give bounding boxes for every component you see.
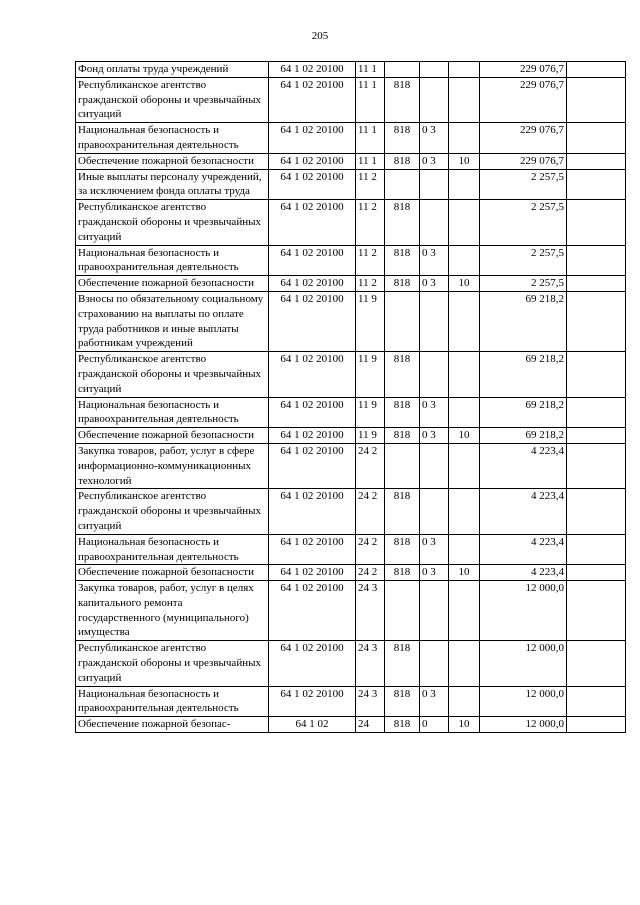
expense-type-cell: 11 9 (356, 291, 385, 351)
table-row (76, 276, 626, 292)
section-cell: 0 3 (420, 123, 449, 154)
table-row (76, 77, 626, 122)
section-cell: 0 3 (420, 397, 449, 428)
target-article-cell: 64 1 02 20100 (269, 200, 356, 245)
subsection-cell: 10 (449, 428, 480, 444)
ministry-code-cell (385, 169, 420, 200)
expense-name-cell: Закупка товаров, работ, услуг в целях капитального ремонта государственного (муниципального) имущества (76, 581, 269, 641)
section-cell: 0 3 (420, 245, 449, 276)
empty-cell (567, 397, 626, 428)
empty-cell (567, 153, 626, 169)
subsection-cell (449, 62, 480, 78)
ministry-code-cell: 818 (385, 717, 420, 733)
target-article-cell: 64 1 02 20100 (269, 153, 356, 169)
amount-cell: 69 218,2 (480, 397, 567, 428)
table-row (76, 397, 626, 428)
ministry-code-cell (385, 443, 420, 488)
ministry-code-cell: 818 (385, 534, 420, 565)
expense-type-cell: 24 2 (356, 534, 385, 565)
empty-cell (567, 443, 626, 488)
amount-cell: 229 076,7 (480, 77, 567, 122)
empty-cell (567, 489, 626, 534)
expense-name-cell: Закупка товаров, работ, услуг в сфере информационно-коммуникационных технологий (76, 443, 269, 488)
target-article-cell: 64 1 02 20100 (269, 245, 356, 276)
amount-cell: 12 000,0 (480, 717, 567, 733)
subsection-cell (449, 169, 480, 200)
empty-cell (567, 565, 626, 581)
expense-type-cell: 11 2 (356, 200, 385, 245)
target-article-cell: 64 1 02 20100 (269, 428, 356, 444)
amount-cell: 4 223,4 (480, 443, 567, 488)
expense-name-cell: Иные выплаты персоналу учреждений, за исключением фонда оплаты труда (76, 169, 269, 200)
expense-name-cell: Национальная безопасность и правоохранительная деятельность (76, 397, 269, 428)
ministry-code-cell (385, 62, 420, 78)
expense-name-cell: Национальная безопасность и правоохранительная деятельность (76, 245, 269, 276)
page-number: 205 (311, 30, 329, 42)
section-cell: 0 (420, 717, 449, 733)
expense-type-cell: 11 9 (356, 428, 385, 444)
expense-type-cell: 24 (356, 717, 385, 733)
section-cell (420, 489, 449, 534)
empty-cell (567, 291, 626, 351)
ministry-code-cell: 818 (385, 77, 420, 122)
section-cell (420, 291, 449, 351)
ministry-code-cell: 818 (385, 123, 420, 154)
expense-name-cell: Национальная безопасность и правоохранительная деятельность (76, 686, 269, 717)
amount-cell: 4 223,4 (480, 565, 567, 581)
expense-type-cell: 11 1 (356, 123, 385, 154)
section-cell (420, 581, 449, 641)
expense-type-cell: 11 9 (356, 352, 385, 397)
expense-name-cell: Обеспечение пожарной безопасности (76, 153, 269, 169)
target-article-cell: 64 1 02 20100 (269, 77, 356, 122)
expense-type-cell: 11 9 (356, 397, 385, 428)
expense-type-cell: 24 2 (356, 565, 385, 581)
section-cell (420, 169, 449, 200)
section-cell (420, 352, 449, 397)
table-row (76, 153, 626, 169)
empty-cell (567, 686, 626, 717)
empty-cell (567, 641, 626, 686)
empty-cell (567, 200, 626, 245)
subsection-cell (449, 443, 480, 488)
budget-table (75, 61, 626, 733)
subsection-cell (449, 581, 480, 641)
expense-type-cell: 24 2 (356, 489, 385, 534)
expense-name-cell: Взносы по обязательному социальному страхованию на выплаты по оплате труда работников и иные выплаты работникам учреждений (76, 291, 269, 351)
expense-name-cell: Национальная безопасность и правоохранительная деятельность (76, 534, 269, 565)
amount-cell: 4 223,4 (480, 534, 567, 565)
expense-name-cell: Фонд оплаты труда учреждений (76, 62, 269, 78)
amount-cell: 4 223,4 (480, 489, 567, 534)
section-cell (420, 641, 449, 686)
subsection-cell (449, 534, 480, 565)
amount-cell: 69 218,2 (480, 352, 567, 397)
empty-cell (567, 276, 626, 292)
expense-type-cell: 24 3 (356, 581, 385, 641)
subsection-cell (449, 291, 480, 351)
subsection-cell (449, 77, 480, 122)
table-row (76, 489, 626, 534)
empty-cell (567, 352, 626, 397)
table-row (76, 245, 626, 276)
table-row (76, 443, 626, 488)
amount-cell: 229 076,7 (480, 62, 567, 78)
target-article-cell: 64 1 02 (269, 717, 356, 733)
amount-cell: 2 257,5 (480, 245, 567, 276)
section-cell: 0 3 (420, 565, 449, 581)
subsection-cell (449, 489, 480, 534)
expense-type-cell: 24 3 (356, 686, 385, 717)
expense-name-cell: Национальная безопасность и правоохранительная деятельность (76, 123, 269, 154)
amount-cell: 12 000,0 (480, 581, 567, 641)
section-cell (420, 62, 449, 78)
empty-cell (567, 717, 626, 733)
target-article-cell: 64 1 02 20100 (269, 641, 356, 686)
subsection-cell: 10 (449, 276, 480, 292)
target-article-cell: 64 1 02 20100 (269, 443, 356, 488)
section-cell (420, 443, 449, 488)
ministry-code-cell: 818 (385, 245, 420, 276)
subsection-cell (449, 200, 480, 245)
expense-type-cell: 11 1 (356, 153, 385, 169)
subsection-cell (449, 245, 480, 276)
ministry-code-cell: 818 (385, 428, 420, 444)
empty-cell (567, 581, 626, 641)
table-row (76, 641, 626, 686)
amount-cell: 2 257,5 (480, 276, 567, 292)
table-row (76, 352, 626, 397)
expense-name-cell: Обеспечение пожарной безопасности (76, 276, 269, 292)
target-article-cell: 64 1 02 20100 (269, 565, 356, 581)
table-row (76, 565, 626, 581)
expense-type-cell: 11 2 (356, 169, 385, 200)
subsection-cell: 10 (449, 153, 480, 169)
ministry-code-cell (385, 291, 420, 351)
subsection-cell: 10 (449, 565, 480, 581)
ministry-code-cell: 818 (385, 565, 420, 581)
target-article-cell: 64 1 02 20100 (269, 291, 356, 351)
amount-cell: 69 218,2 (480, 428, 567, 444)
target-article-cell: 64 1 02 20100 (269, 276, 356, 292)
expense-name-cell: Обеспечение пожарной безопасности (76, 565, 269, 581)
expense-type-cell: 24 3 (356, 641, 385, 686)
table-row (76, 200, 626, 245)
empty-cell (567, 62, 626, 78)
target-article-cell: 64 1 02 20100 (269, 581, 356, 641)
section-cell: 0 3 (420, 276, 449, 292)
expense-name-cell: Республиканское агентство гражданской обороны и чрезвычайных ситуаций (76, 489, 269, 534)
ministry-code-cell: 818 (385, 397, 420, 428)
section-cell: 0 3 (420, 686, 449, 717)
section-cell: 0 3 (420, 534, 449, 565)
empty-cell (567, 77, 626, 122)
target-article-cell: 64 1 02 20100 (269, 352, 356, 397)
table-row (76, 428, 626, 444)
ministry-code-cell: 818 (385, 352, 420, 397)
empty-cell (567, 123, 626, 154)
empty-cell (567, 534, 626, 565)
amount-cell: 69 218,2 (480, 291, 567, 351)
ministry-code-cell: 818 (385, 686, 420, 717)
target-article-cell: 64 1 02 20100 (269, 397, 356, 428)
empty-cell (567, 428, 626, 444)
target-article-cell: 64 1 02 20100 (269, 686, 356, 717)
target-article-cell: 64 1 02 20100 (269, 169, 356, 200)
table-row (76, 62, 626, 78)
amount-cell: 229 076,7 (480, 153, 567, 169)
amount-cell: 12 000,0 (480, 686, 567, 717)
section-cell (420, 77, 449, 122)
expense-name-cell: Обеспечение пожарной безопасности (76, 428, 269, 444)
amount-cell: 229 076,7 (480, 123, 567, 154)
target-article-cell: 64 1 02 20100 (269, 489, 356, 534)
expense-type-cell: 11 2 (356, 276, 385, 292)
subsection-cell: 10 (449, 717, 480, 733)
expense-name-cell: Республиканское агентство гражданской обороны и чрезвычайных ситуаций (76, 641, 269, 686)
ministry-code-cell: 818 (385, 153, 420, 169)
amount-cell: 2 257,5 (480, 169, 567, 200)
expense-type-cell: 11 1 (356, 62, 385, 78)
amount-cell: 12 000,0 (480, 641, 567, 686)
expense-name-cell: Республиканское агентство гражданской обороны и чрезвычайных ситуаций (76, 77, 269, 122)
table-row (76, 534, 626, 565)
expense-type-cell: 24 2 (356, 443, 385, 488)
expense-type-cell: 11 1 (356, 77, 385, 122)
section-cell: 0 3 (420, 428, 449, 444)
subsection-cell (449, 123, 480, 154)
table-row (76, 717, 626, 733)
empty-cell (567, 169, 626, 200)
expense-type-cell: 11 2 (356, 245, 385, 276)
empty-cell (567, 245, 626, 276)
table-row (76, 169, 626, 200)
target-article-cell: 64 1 02 20100 (269, 123, 356, 154)
ministry-code-cell: 818 (385, 276, 420, 292)
table-row (76, 123, 626, 154)
ministry-code-cell: 818 (385, 489, 420, 534)
section-cell (420, 200, 449, 245)
subsection-cell (449, 397, 480, 428)
budget-table-body (76, 62, 626, 733)
ministry-code-cell (385, 581, 420, 641)
expense-name-cell: Республиканское агентство гражданской обороны и чрезвычайных ситуаций (76, 352, 269, 397)
expense-name-cell: Обеспечение пожарной безопас- (76, 717, 269, 733)
target-article-cell: 64 1 02 20100 (269, 62, 356, 78)
amount-cell: 2 257,5 (480, 200, 567, 245)
subsection-cell (449, 352, 480, 397)
target-article-cell: 64 1 02 20100 (269, 534, 356, 565)
section-cell: 0 3 (420, 153, 449, 169)
subsection-cell (449, 641, 480, 686)
table-row (76, 686, 626, 717)
table-row (76, 581, 626, 641)
subsection-cell (449, 686, 480, 717)
ministry-code-cell: 818 (385, 641, 420, 686)
table-row (76, 291, 626, 351)
ministry-code-cell: 818 (385, 200, 420, 245)
expense-name-cell: Республиканское агентство гражданской обороны и чрезвычайных ситуаций (76, 200, 269, 245)
